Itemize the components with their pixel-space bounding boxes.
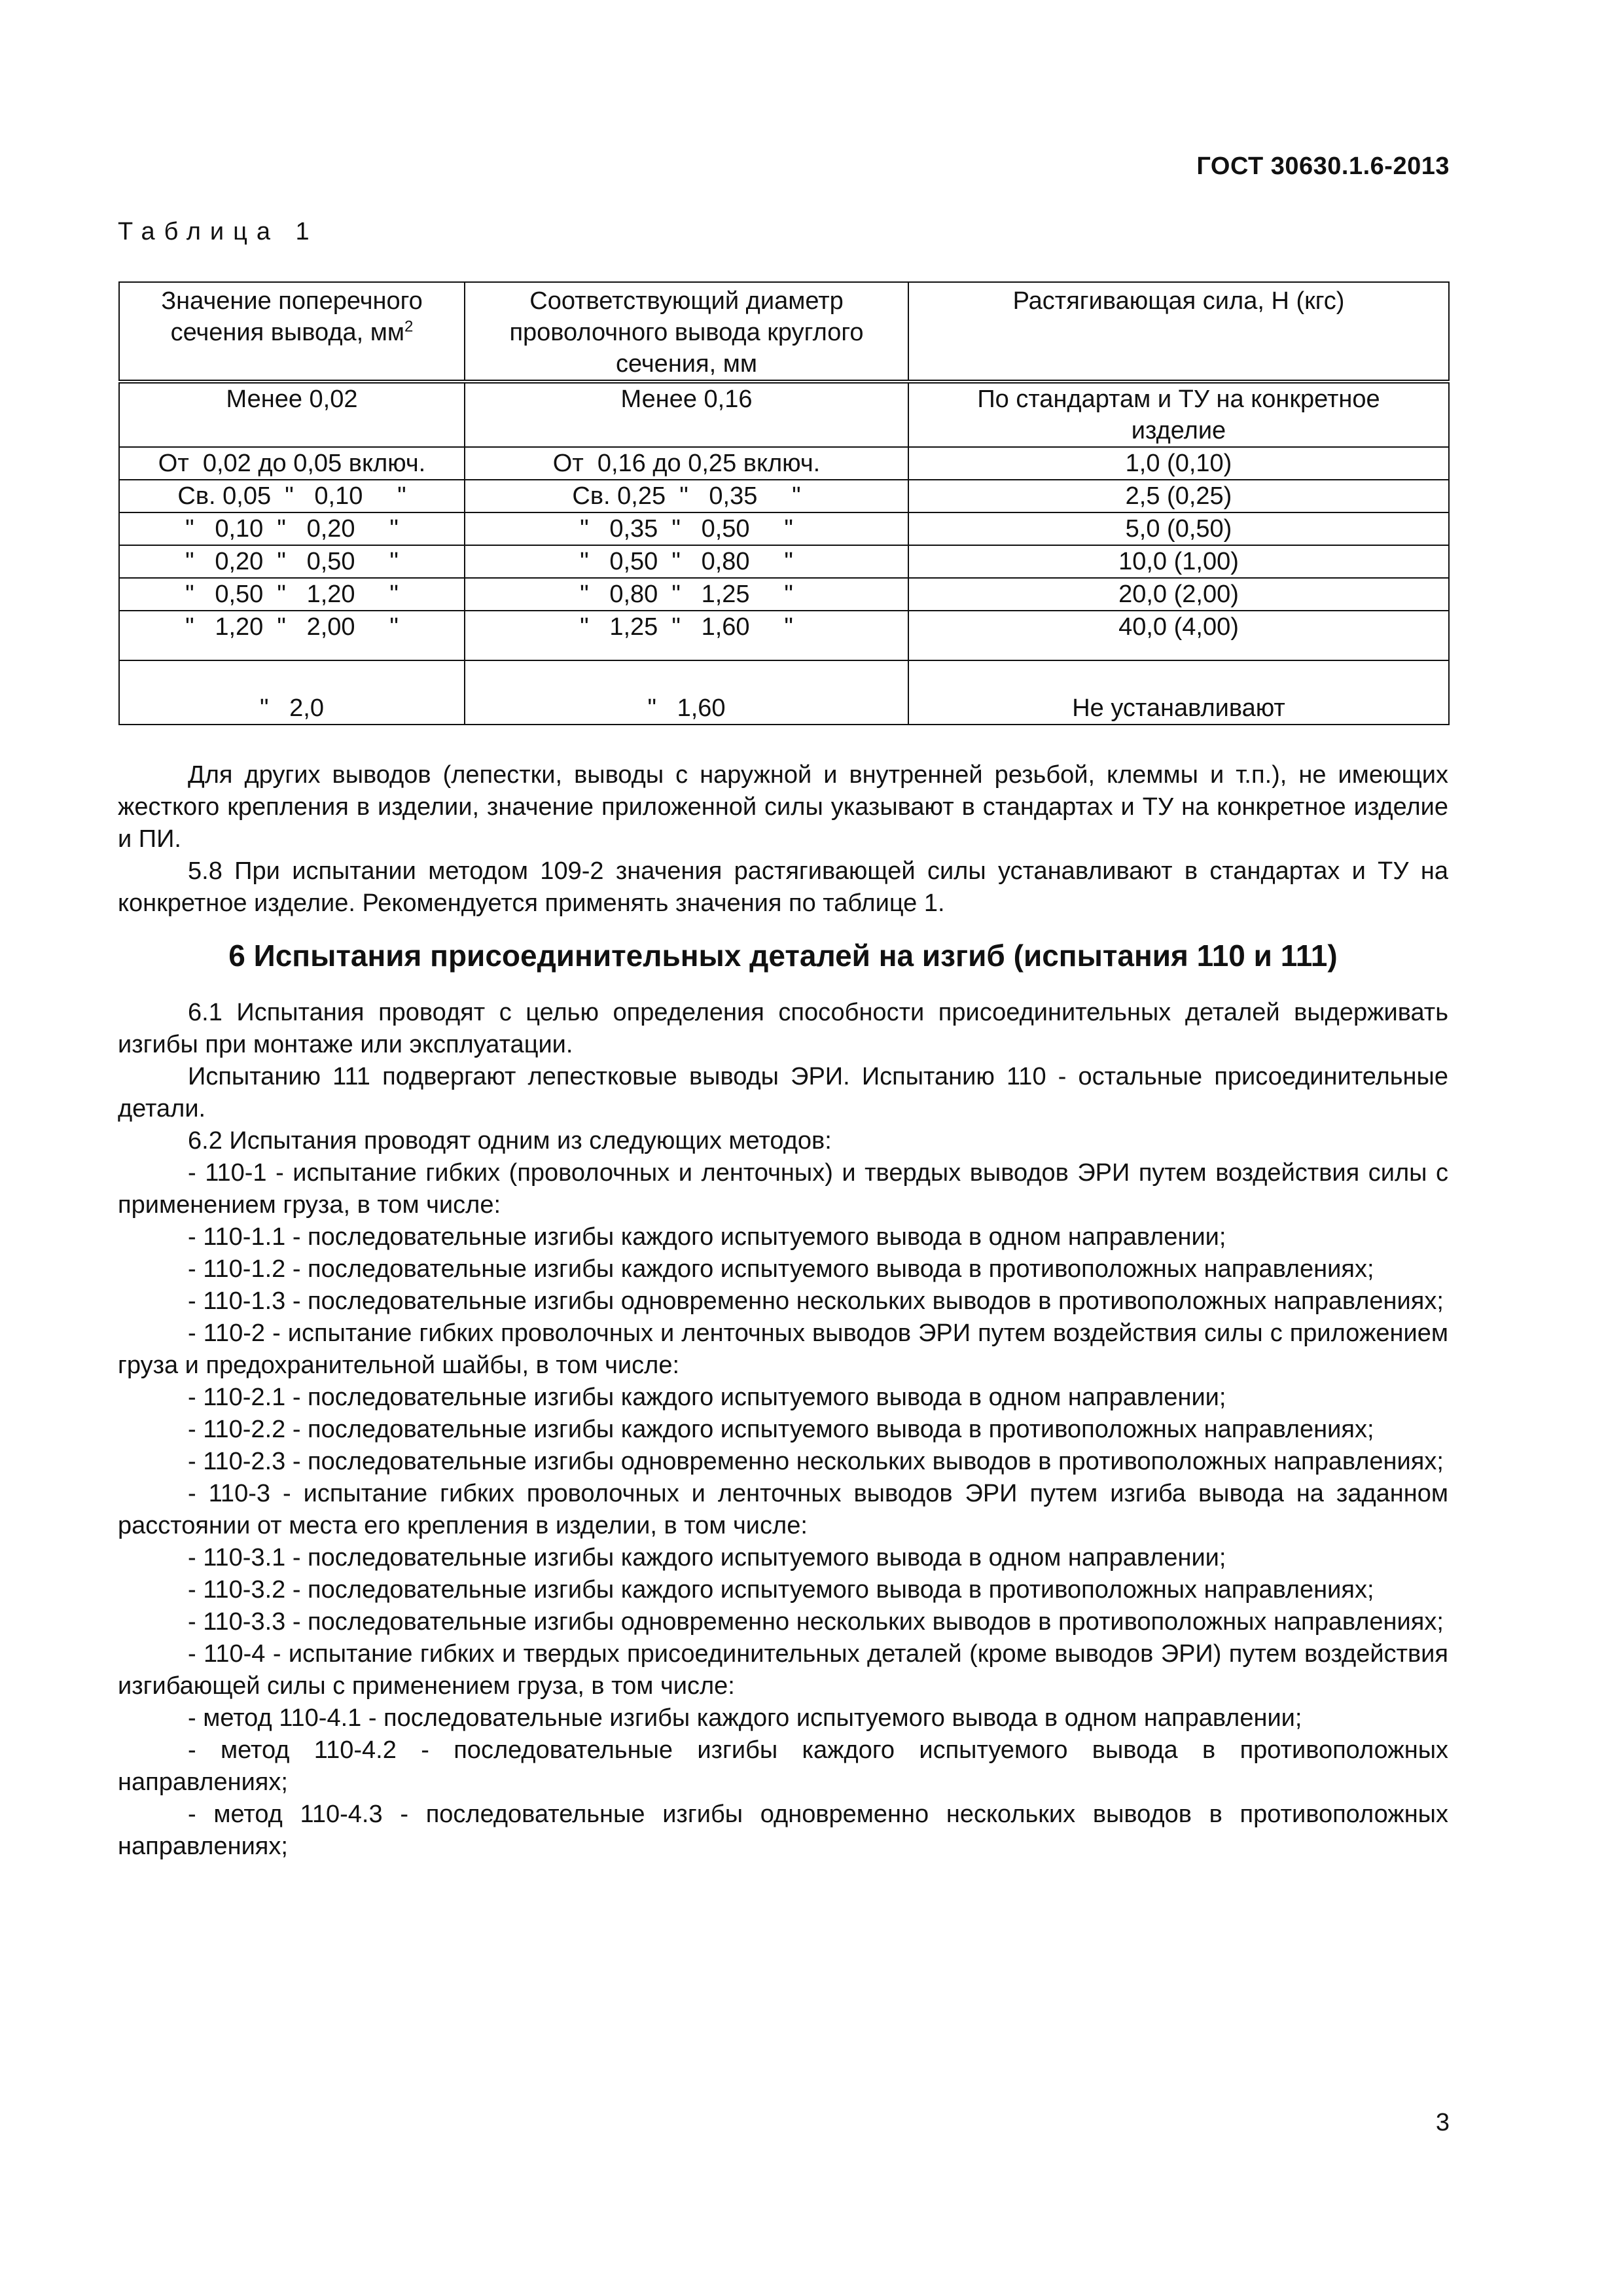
table-row: [119, 512, 1449, 545]
table-cell: " 0,10 " 0,20 ": [119, 512, 465, 545]
section-heading: 6 Испытания присоединительных деталей на изгиб (испытания 110 и 111): [228, 939, 1338, 973]
document-body: [118, 759, 1448, 1863]
table-row: [119, 447, 1449, 480]
table-row: [119, 545, 1449, 578]
table-cell: Не устанавливают: [908, 660, 1449, 725]
table-cell: Менее 0,16: [465, 382, 908, 447]
list-item: - метод 110-4.3 - последовательные изгибы одновременно нескольких выводов в противоположных направлениях;: [118, 1801, 1448, 1860]
document-code: ГОСТ 30630.1.6-2013: [1196, 152, 1450, 180]
table-cell: 40,0 (4,00): [908, 611, 1449, 660]
table-cell: 2,5 (0,25): [908, 480, 1449, 512]
list-item: - 110-3.2 - последовательные изгибы каждого испытуемого вывода в противоположных направлениях;: [188, 1576, 1374, 1604]
list-item: - 110-3 - испытание гибких проволочных и ленточных выводов ЭРИ путем изгиба вывода на заданном расстоянии от места его крепления в изделии, в том числе:: [118, 1480, 1448, 1539]
column-header-tensile-force: Растягивающая сила, Н (кгс): [908, 282, 1449, 382]
table-cell: От 0,02 до 0,05 включ.: [119, 447, 465, 480]
list-item: - 110-3.1 - последовательные изгибы каждого испытуемого вывода в одном направлении;: [188, 1544, 1226, 1571]
table-row: [119, 480, 1449, 512]
table-cell: " 0,80 " 1,25 ": [465, 578, 908, 611]
list-item: - 110-1.1 - последовательные изгибы каждого испытуемого вывода в одном направлении;: [188, 1223, 1226, 1251]
table-cell: " 0,20 " 0,50 ": [119, 545, 465, 578]
table-cell: 5,0 (0,50): [908, 512, 1449, 545]
paragraph: 5.8 При испытании методом 109-2 значения растягивающей силы устанавливают в стандартах и ТУ на конкретное изделие. Рекомендуется применять значения по таблице 1.: [118, 857, 1448, 917]
table-cell: 20,0 (2,00): [908, 578, 1449, 611]
table-row: [119, 611, 1449, 660]
table-cell: " 1,25 " 1,60 ": [465, 611, 908, 660]
paragraph: Для других выводов (лепестки, выводы с наружной и внутренней резьбой, клеммы и т.п.), не имеющих жесткого крепления в изделии, значение приложенной силы указывают в стандартах и ТУ на конкретное изделие и ПИ.: [118, 761, 1448, 853]
column-header-wire-diameter: Соответствующий диаметр проволочного вывода круглого сечения, мм: [465, 282, 908, 382]
list-item: - 110-2.3 - последовательные изгибы одновременно нескольких выводов в противоположных направлениях;: [188, 1448, 1444, 1475]
list-item: - 110-4 - испытание гибких и твердых присоединительных деталей (кроме выводов ЭРИ) путем воздействия изгибающей силы с применением груза, в том числе:: [118, 1640, 1448, 1700]
list-item: - 110-2.2 - последовательные изгибы каждого испытуемого вывода в противоположных направлениях;: [188, 1416, 1374, 1443]
table-row: [119, 382, 1449, 447]
list-item: - 110-1.2 - последовательные изгибы каждого испытуемого вывода в противоположных направлениях;: [188, 1255, 1374, 1283]
table-cell: " 1,60: [465, 660, 908, 725]
table-cell: Менее 0,02: [119, 382, 465, 447]
paragraph: 6.2 Испытания проводят одним из следующих методов:: [188, 1127, 832, 1155]
table-cell: " 1,20 " 2,00 ": [119, 611, 465, 660]
table-cell: " 2,0: [119, 660, 465, 725]
list-item: - 110-1 - испытание гибких (проволочных и ленточных) и твердых выводов ЭРИ путем воздействия силы с применением груза, в том числе:: [118, 1159, 1448, 1219]
table-cell: 10,0 (1,00): [908, 545, 1449, 578]
table-row: [119, 578, 1449, 611]
table-cell: " 0,50 " 1,20 ": [119, 578, 465, 611]
table-row: [119, 660, 1449, 725]
list-item: - 110-3.3 - последовательные изгибы одновременно нескольких выводов в противоположных направлениях;: [188, 1608, 1444, 1636]
table-cell: " 0,35 " 0,50 ": [465, 512, 908, 545]
list-item: - 110-2.1 - последовательные изгибы каждого испытуемого вывода в одном направлении;: [188, 1384, 1226, 1411]
column-header-cross-section: Значение поперечного сечения вывода, $мм^2$: [119, 282, 465, 382]
list-item: - 110-2 - испытание гибких проволочных и ленточных выводов ЭРИ путем воздействия силы с приложением груза и предохранительной шайбы, в том числе:: [118, 1319, 1448, 1379]
table-cell: От 0,16 до 0,25 включ.: [465, 447, 908, 480]
paragraph: Испытанию 111 подвергают лепестковые выводы ЭРИ. Испытанию 110 - остальные присоединительные детали.: [118, 1063, 1448, 1122]
list-item: - метод 110-4.1 - последовательные изгибы каждого испытуемого вывода в одном направлении;: [188, 1704, 1302, 1732]
table-cell: 1,0 (0,10): [908, 447, 1449, 480]
table-caption: Таблица 1: [118, 218, 319, 245]
table-cell: " 0,50 " 0,80 ": [465, 545, 908, 578]
paragraph: 6.1 Испытания проводят с целью определения способности присоединительных деталей выдерживать изгибы при монтаже или эксплуатации.: [118, 999, 1448, 1058]
page-number: 3: [1435, 2109, 1450, 2136]
list-item: - 110-1.3 - последовательные изгибы одновременно нескольких выводов в противоположных направлениях;: [188, 1287, 1444, 1315]
table-1: [118, 281, 1450, 725]
table-cell: Св. 0,05 " 0,10 ": [119, 480, 465, 512]
table-cell: По стандартам и ТУ на конкретное изделие: [908, 382, 1449, 447]
list-item: - метод 110-4.2 - последовательные изгибы каждого испытуемого вывода в противоположных направлениях;: [118, 1736, 1448, 1796]
table-cell: Св. 0,25 " 0,35 ": [465, 480, 908, 512]
